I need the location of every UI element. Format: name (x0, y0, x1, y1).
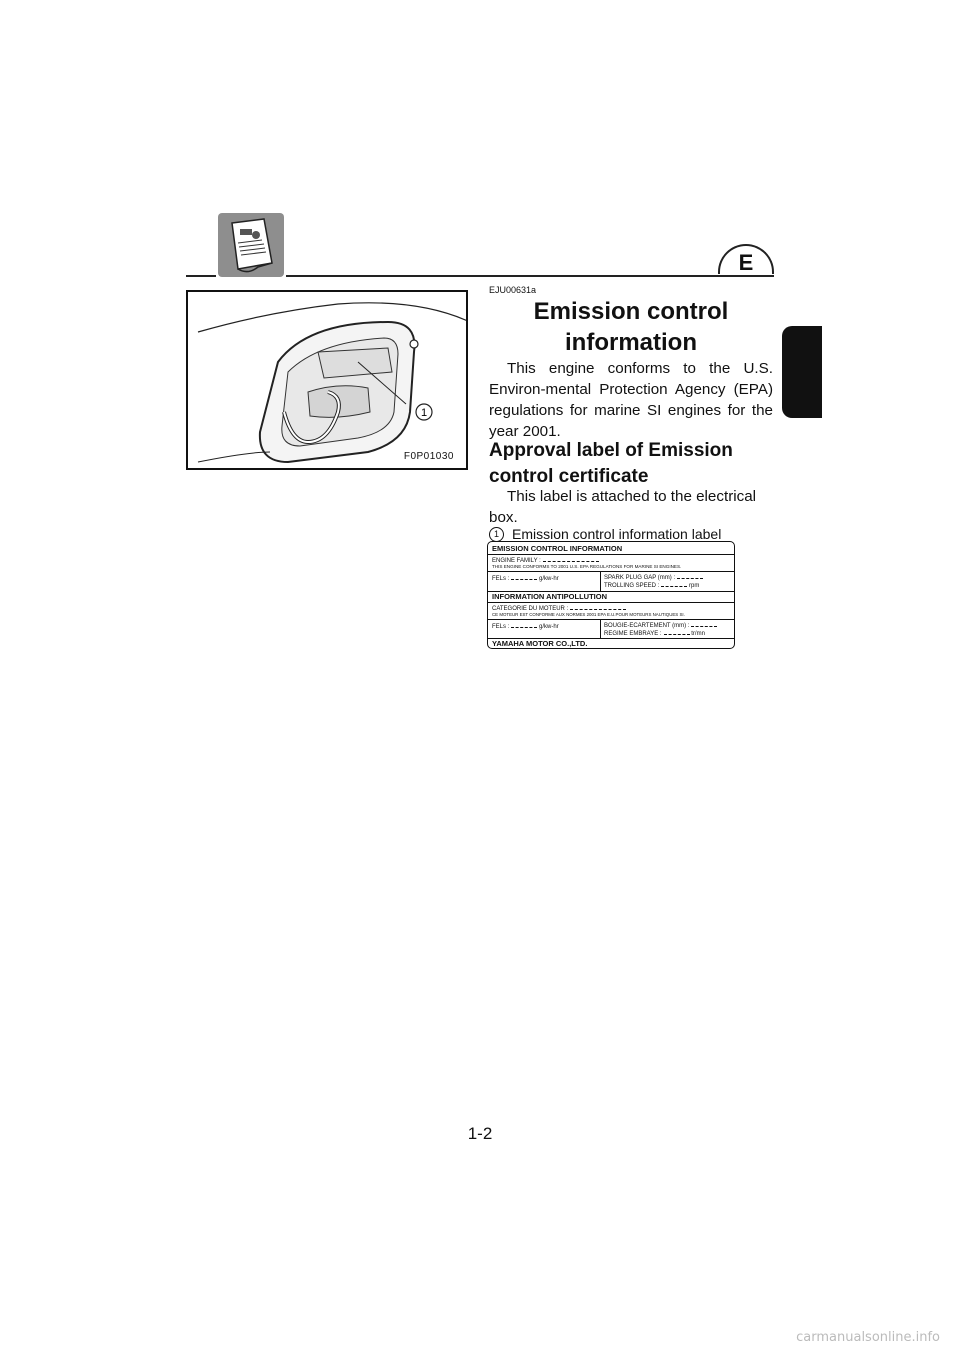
label-regime: REGIME EMBRAYE : tr/mn (604, 631, 705, 637)
emission-label (487, 541, 735, 649)
label-engine-family: ENGINE FAMILY : (492, 556, 599, 564)
figure-code: F0P01030 (403, 451, 454, 462)
label-spark-plug: SPARK PLUG GAP (mm) : (604, 573, 703, 581)
caption-text: Emission control information label (512, 526, 722, 542)
document-code: EJU00631a (489, 285, 537, 295)
section-title-line2: information (565, 329, 697, 356)
subheading-line2: control certificate (489, 466, 649, 487)
label-divider (488, 554, 734, 555)
chapter-side-tab (782, 326, 822, 418)
section-title-line1: Emission control (533, 298, 729, 325)
label-divider (600, 571, 601, 591)
label-conforms-en: THIS ENGINE CONFORMS TO 2001 U.S. EPA REGULATIONS FOR MARINE SI ENGINES. (492, 564, 682, 569)
header-rule-right (286, 275, 774, 277)
label-conforms-fr: CE MOTEUR EST CONFORME AUX NORMES 2001 EPA E.U.POUR MOTEURS NAUTIQUES SI. (492, 612, 685, 617)
caption-number: 1 (489, 527, 504, 542)
label-bougie: BOUGIE-ECARTEMENT (mm) : (604, 621, 717, 629)
label-heading-fr: INFORMATION ANTIPOLLUTION (492, 592, 607, 601)
attach-paragraph: This label is attached to the electrical box. (489, 488, 757, 526)
section-title (489, 296, 773, 358)
label-divider (488, 619, 734, 620)
engine-compartment-illustration (186, 290, 468, 470)
label-divider (600, 619, 601, 639)
label-divider (488, 602, 734, 603)
language-badge: E (718, 244, 774, 274)
page-number: 1-2 (467, 1124, 493, 1143)
label-fels-fr: FELs : g/kw-hr (492, 624, 559, 630)
label-categorie: CATEGORIE DU MOTEUR : (492, 604, 626, 612)
subheading-line1: Approval label of Emission (489, 440, 733, 461)
subheading (489, 438, 773, 490)
label-fels-en: FELs : g/kw-hr (492, 576, 559, 582)
figure-callout: 1 (420, 407, 428, 419)
label-caption (489, 526, 721, 542)
label-maker: YAMAHA MOTOR CO.,LTD. (492, 639, 588, 648)
header-rule-left (186, 275, 216, 277)
watermark: carmanualsonline.info (796, 1330, 940, 1345)
intro-paragraph: This engine conforms to the U.S. Environ-mental Protection Agency (EPA) regulations for marine SI engines for the year 2001. (489, 360, 773, 440)
manual-icon (218, 213, 284, 277)
label-divider (488, 571, 734, 572)
label-heading-en: EMISSION CONTROL INFORMATION (492, 544, 623, 553)
label-trolling: TROLLING SPEED : rpm (604, 583, 700, 589)
